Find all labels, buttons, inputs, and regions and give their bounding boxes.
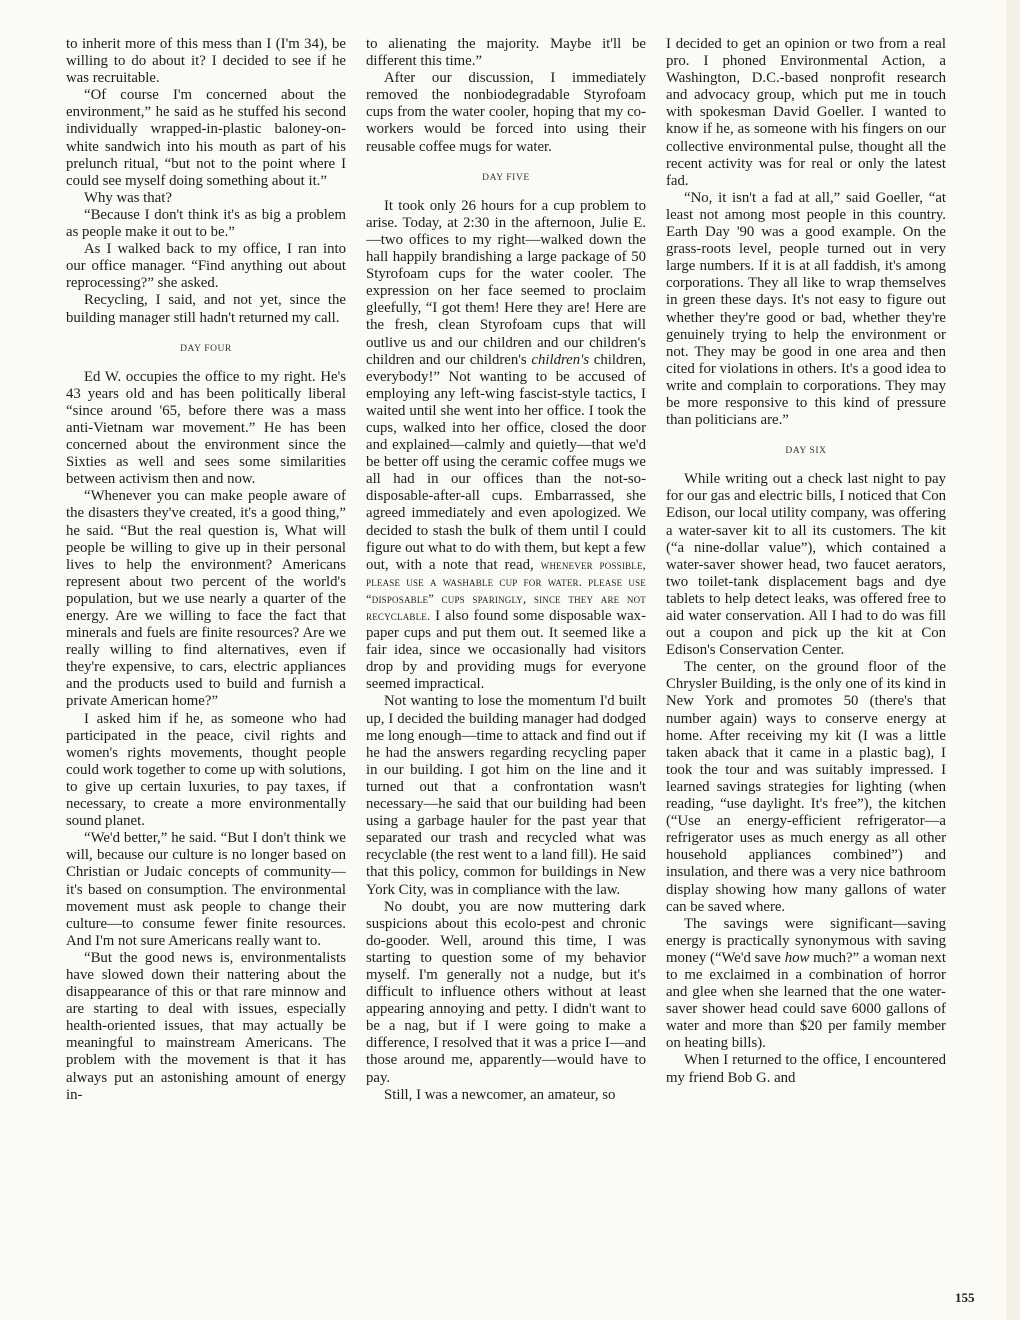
paragraph: Still, I was a newcomer, an amateur, so (384, 1086, 616, 1103)
text-run: much?” a woman next to me exclaimed in a combination of horror and glee when she learned that the one water-saver shower head could save 6000 gallons of water and more than $20 per family member on heating bills). (666, 949, 946, 1052)
paragraph: After our discussion, I immediately removed the nonbiodegradable Styrofoam cups from the water cooler, hoping that my co-workers would be forced into using their reusable coffee mugs for water. (366, 70, 646, 155)
paragraph: While writing out a check last night to pay for our gas and electric bills, I noticed that Con Edison, our local utility company, was offering a water-saver kit to all its customers. The kit (“a nine-dollar value”), which contained a water-saver shower head, two faucet aerators, two toilet-tank displacement bags and dye tablets to help detect leaks, was offered free to aid water conservation. All I had to do was fill out a coupon and pick up the kit at Con Edison's Conservation Center. (666, 471, 946, 659)
section-heading-day-five: DAY FIVE (482, 172, 530, 183)
page-edge (1006, 0, 1020, 1320)
paragraph: Why was that? (84, 189, 172, 206)
cup-note: whenever possible, please use a washable cup for water. please use “disposable” cups sparingly, since they are not recyclable. (366, 557, 646, 623)
paragraph: When I returned to the office, I encountered my friend Bob G. and (666, 1052, 946, 1086)
paragraph: “We'd better,” he said. “But I don't think we will, because our culture is no longer based on Christian or Judaic concepts of community—it's based on consumption. The environmental movement must ask people to change their culture—to consume fewer finite resources. And I'm not sure Americans really want to. (66, 830, 346, 949)
paragraph: to inherit more of this mess than I (I'm 34), be willing to do about it? I decided to see if he was recruitable. (66, 36, 346, 87)
text-run: It took only 26 hours for a cup problem to arise. Today, at 2:30 in the afternoon, Julie E.—two offices to my right—walked down the hall happily brandishing a large package of 50 Styrofoam cups for the water cooler. The expression on her face seemed to proclaim gleefully, “I got them! Here they are! Here are the fresh, clean Styrofoam cups that will outlive us and our children and our children's children and our children's (366, 197, 646, 368)
emphasis: children's (531, 351, 590, 368)
paragraph: “But the good news is, environmentalists have slowed down their nattering about the disappearance of this or that rare minnow and are starting to deal with issues, especially health-oriented issues, that may actually be meaningful to mainstream Americans. The problem with the movement is that it has always put an astonishing amount of energy in- (66, 949, 346, 1103)
column-1 (66, 36, 346, 1301)
section-heading-day-four: DAY FOUR (180, 343, 232, 354)
emphasis: how (784, 949, 810, 966)
paragraph: Not wanting to lose the momentum I'd built up, I decided the building manager had dodged me long enough—time to attack and find out if he had the answers regarding recycling paper in our building. I got him on the line and it turned out that a confrontation wasn't necessary—he said that our building had been using a garbage hauler for the past year that separated our trash and recycled what was recyclable (the rest went to a land fill). He said that this policy, common for buildings in New York City, was in compliance with the law. (366, 693, 646, 898)
paragraph: Recycling, I said, and not yet, since the building manager still hadn't returned my call. (66, 292, 346, 326)
section-heading-day-six: DAY SIX (785, 446, 827, 457)
paragraph: No doubt, you are now muttering dark suspicions about this ecolo-pest and chronic do-gooder. Well, around this time, I was starting to question some of my behavior myself. I'm generally not a nudge, but it's difficult to influence others without at least appearing annoying and petty. I didn't want to be a nag, but if I were going to make a difference, I resolved that it was a price I—and those around me, apparently—would have to pay. (366, 898, 646, 1086)
article-page (66, 36, 946, 1301)
text-run: I also found some disposable wax-paper cups and put them out. It seemed like a fair idea, since we occasionally had visitors drop by and providing mugs for everyone seemed impractical. (366, 608, 646, 693)
paragraph: The center, on the ground floor of the Chrysler Building, is the only one of its kind in New York and promotes 50 (there's that number again) ways to conserve energy at home. After receiving my kit (I was a little taken aback that it came in a plastic bag), I took the tour and was suitably impressed. I learned savings strategies for lighting (when reading, “use daylight. It's free”), the kitchen (“Use an energy-efficient refrigerator—a refrigerator uses as much energy as all other household appliances combined”) and insulation, and there was a very nice bathroom display showing how many gallons of water can be saved where. (666, 659, 946, 915)
paragraph: I decided to get an opinion or two from a real pro. I phoned Environmental Action, a Washington, D.C.-based nonprofit research and advocacy group, which put me in touch with spokesman David Goeller. I wanted to know if he, as someone with his fingers on our collective environmental pulse, thought all the recent activity was for real or only the latest fad. (666, 36, 946, 189)
paragraph (666, 916, 946, 1053)
page-number: 155 (955, 1290, 975, 1305)
paragraph: “No, it isn't a fad at all,” said Goeller, “at least not among most people in this country. Earth Day '90 was a good example. On the grass-roots level, people turned out in very large numbers. If it is at all faddish, it's among corporations. They all like to wrap themselves in green these days. It's not easy to figure out whether they're good or bad, whether they're genuinely trying to help the environment or not. They may be good in one area and then cited for violations in others. It's a good idea to write and complain to corporations. They may be more responsive to this kind of pressure than politicians are.” (666, 189, 946, 429)
paragraph: “Whenever you can make people aware of the disasters they've created, it's a good thing,” he said. “But the real question is, What will people be willing to give up in their personal lives to help the environment? Americans represent about two percent of the world's population, but we use nearly a quarter of the energy. Are we willing to face the fact that minerals and fuels are finite resources? Are we really willing to find alternatives, even if they're expensive, to cars, electric appliances and the products used to build and furnish a private American home?” (66, 488, 346, 710)
paragraph: “Of course I'm concerned about the environment,” he said as he stuffed his second individually wrapped-in-plastic baloney-on-white sandwich into his mouth as part of his prelunch ritual, “but not to the point where I could see myself doing something about it.” (66, 87, 346, 189)
paragraph: Ed W. occupies the office to my right. He's 43 years old and has been politically liberal “since around '65, before there was a mass anti-Vietnam war movement.” He has been concerned about the environment since the Sixties as well and sees some similarities between activism then and now. (66, 368, 346, 488)
text-run: children, everybody!” Not wanting to be accused of employing any left-wing fascist-style tactics, I waited until she went into her office. I took the cups, walked into her office, closed the door and explained—calmly and quietly—that we'd be better off using the ceramic coffee mugs we all had in our offices than the not-so-disposable-after-all cups. Embarrassed, she agreed immediately and even apologized. We decided to stash the bulk of them until I could figure out what to do with them, but kept a few out, with a note that read, (366, 351, 646, 573)
paragraph: I asked him if he, as someone who had participated in the peace, civil rights and women's rights movements, thought people could work together to come up with solutions, to give up certain luxuries, to pay taxes, if necessary, to create a more environmentally sound planet. (66, 710, 346, 830)
column-2 (366, 36, 646, 1301)
column-3 (666, 36, 946, 1301)
paragraph: to alienating the majority. Maybe it'll be different this time.” (366, 36, 646, 70)
paragraph (366, 198, 646, 694)
paragraph: As I walked back to my office, I ran into our office manager. “Find anything out about reprocessing?” she asked. (66, 241, 346, 292)
paragraph: “Because I don't think it's as big a problem as people make it out to be.” (66, 206, 346, 241)
text-run: The savings were significant—saving energy is practically synonymous with saving money (“We'd save (666, 915, 946, 966)
